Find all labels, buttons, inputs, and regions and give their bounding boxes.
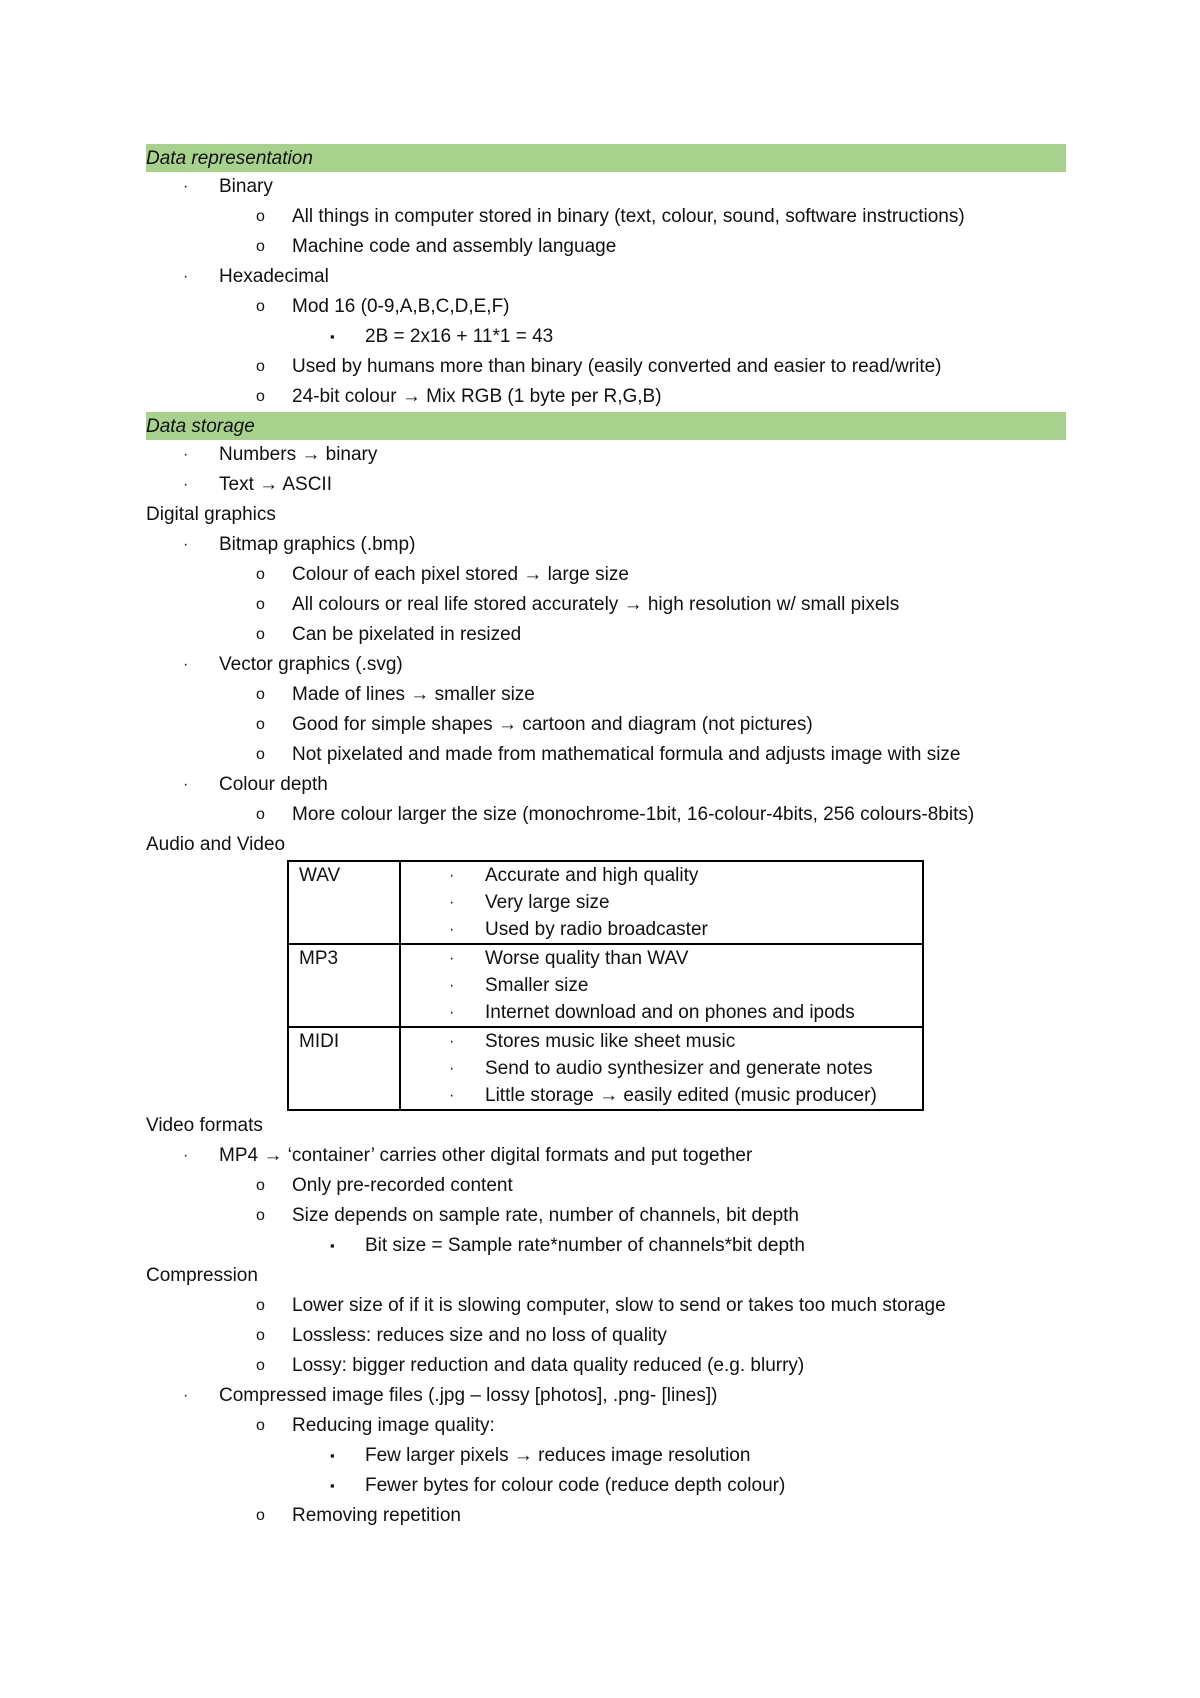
list-item (146, 530, 1066, 560)
list-item (146, 710, 1066, 740)
list-item (401, 889, 922, 916)
bullet-icon: · (449, 1004, 455, 1021)
list-item (146, 770, 1066, 800)
subsection-title: Audio and Video (146, 834, 286, 855)
bullet-icon: o (256, 1327, 265, 1344)
list-item (146, 1351, 1066, 1381)
list-item-text: Hexadecimal (219, 266, 329, 287)
list-item-text: Can be pixelated in resized (292, 624, 522, 645)
bullet-icon: · (449, 867, 455, 884)
list-item-text: Numbers → binary (219, 444, 378, 465)
list-item (401, 1028, 922, 1055)
list-item (146, 470, 1066, 500)
list-item (146, 620, 1066, 650)
list-item (146, 1291, 1066, 1321)
bullet-icon: o (256, 686, 265, 703)
list-item-text: Good for simple shapes → cartoon and diagram (not pictures) (292, 714, 813, 735)
list-item (146, 292, 1066, 322)
heading-text: Data storage (146, 416, 255, 437)
list-item (146, 1501, 1066, 1531)
list-item-text: Lower size of if it is slowing computer, slow to send or takes too much storage (292, 1295, 946, 1316)
bullet-icon: o (256, 358, 265, 375)
bullet-icon: o (256, 626, 265, 643)
bullet-icon: · (449, 894, 455, 911)
document-page (146, 144, 1066, 1531)
list-item (146, 440, 1066, 470)
audio-formats-table (287, 860, 924, 1111)
list-item-text: 2B = 2x16 + 11*1 = 43 (365, 326, 554, 347)
list-item (401, 972, 922, 999)
list-item-text: Vector graphics (.svg) (219, 654, 403, 675)
list-item (146, 650, 1066, 680)
bullet-icon: o (256, 1417, 265, 1434)
list-item (146, 1171, 1066, 1201)
list-item-text: Colour of each pixel stored → large size (292, 564, 629, 585)
list-item-text: More colour larger the size (monochrome-1bit, 16-colour-4bits, 256 colours-8bits) (292, 804, 975, 825)
bullet-icon: o (256, 566, 265, 583)
list-item-text: Only pre-recorded content (292, 1175, 513, 1196)
table-cell-points (400, 1027, 923, 1110)
list-item-text: Accurate and high quality (485, 865, 699, 886)
bullet-icon: o (256, 746, 265, 763)
list-item (146, 680, 1066, 710)
list-item-text: Worse quality than WAV (485, 948, 689, 969)
list-item (401, 999, 922, 1026)
table-row (288, 861, 923, 944)
list-item-text: Smaller size (485, 975, 589, 996)
subsection-title: Digital graphics (146, 504, 276, 525)
list-item (146, 352, 1066, 382)
bullet-icon: · (183, 178, 189, 195)
bullet-icon: · (183, 1147, 189, 1164)
list-item (146, 1411, 1066, 1441)
bullet-icon: · (449, 1060, 455, 1077)
list-item-text: Binary (219, 176, 273, 197)
list-item (401, 1055, 922, 1082)
table-row (288, 944, 923, 1027)
table-cell-format: WAV (288, 861, 400, 944)
list-item-text: Fewer bytes for colour code (reduce depth colour) (365, 1475, 786, 1496)
bullet-icon: o (256, 596, 265, 613)
list-item (146, 590, 1066, 620)
list-item (146, 232, 1066, 262)
list-item-text: MP4 → ‘container’ carries other digital formats and put together (219, 1145, 753, 1166)
list-item-text: Little storage → easily edited (music producer) (485, 1085, 877, 1106)
list-item (401, 862, 922, 889)
list-item-text: Not pixelated and made from mathematical formula and adjusts image with size (292, 744, 961, 765)
bullet-icon: ▪ (330, 329, 335, 344)
bullet-icon: · (449, 950, 455, 967)
table-cell-points (400, 944, 923, 1027)
list-item (146, 202, 1066, 232)
bullet-icon: ▪ (330, 1238, 335, 1253)
list-item-text: Made of lines → smaller size (292, 684, 535, 705)
bullet-icon: o (256, 1177, 265, 1194)
bullet-icon: o (256, 208, 265, 225)
bullet-icon: o (256, 1207, 265, 1224)
list-item-text: Compressed image files (.jpg – lossy [photos], .png- [lines]) (219, 1385, 718, 1406)
bullet-icon: · (183, 446, 189, 463)
list-item-text: Internet download and on phones and ipods (485, 1002, 855, 1023)
bullet-icon: ▪ (330, 1478, 335, 1493)
bullet-icon: ▪ (330, 1448, 335, 1463)
bullet-icon: o (256, 238, 265, 255)
bullet-icon: · (183, 656, 189, 673)
list-item-text: Machine code and assembly language (292, 236, 617, 257)
section-heading-data-representation (146, 144, 1066, 172)
section-heading-data-storage (146, 412, 1066, 440)
bullet-icon: · (449, 1033, 455, 1050)
bullet-icon: o (256, 1357, 265, 1374)
bullet-icon: · (183, 536, 189, 553)
list-item-text: Used by humans more than binary (easily converted and easier to read/write) (292, 356, 942, 377)
list-item (146, 1321, 1066, 1351)
list-item-text: Lossless: reduces size and no loss of quality (292, 1325, 667, 1346)
table-cell-format: MIDI (288, 1027, 400, 1110)
list-item-text: Bitmap graphics (.bmp) (219, 534, 416, 555)
list-item-text: Very large size (485, 892, 610, 913)
table-cell-format: MP3 (288, 944, 400, 1027)
list-item-text: Size depends on sample rate, number of channels, bit depth (292, 1205, 799, 1226)
table-cell-points (400, 861, 923, 944)
list-item-text: Mod 16 (0-9,A,B,C,D,E,F) (292, 296, 510, 317)
bullet-icon: o (256, 298, 265, 315)
heading-text: Data representation (146, 148, 313, 169)
list-item-text: Bit size = Sample rate*number of channels*bit depth (365, 1235, 805, 1256)
list-item-text: Reducing image quality: (292, 1415, 495, 1436)
bullet-icon: · (449, 921, 455, 938)
bullet-icon: · (183, 1387, 189, 1404)
list-item-text: Few larger pixels → reduces image resolution (365, 1445, 751, 1466)
list-item-text: Colour depth (219, 774, 328, 795)
bullet-icon: o (256, 1297, 265, 1314)
subsection-title: Compression (146, 1265, 258, 1286)
list-item (146, 800, 1066, 830)
bullet-icon: · (183, 268, 189, 285)
list-item (146, 1201, 1066, 1231)
list-item (146, 560, 1066, 590)
list-item (146, 740, 1066, 770)
list-item (146, 1441, 1066, 1471)
list-item (401, 1082, 922, 1109)
bullet-icon: o (256, 716, 265, 733)
list-item (401, 916, 922, 943)
list-item-text: Removing repetition (292, 1505, 461, 1526)
list-item-text: All colours or real life stored accurately → high resolution w/ small pixels (292, 594, 900, 615)
list-item-text: Text → ASCII (219, 474, 332, 495)
bullet-icon: o (256, 1507, 265, 1524)
bullet-icon: o (256, 388, 265, 405)
list-item-text: Stores music like sheet music (485, 1031, 736, 1052)
table-row (288, 1027, 923, 1110)
list-item-text: All things in computer stored in binary (text, colour, sound, software instructions) (292, 206, 965, 227)
list-item (146, 322, 1066, 352)
list-item-text: Send to audio synthesizer and generate notes (485, 1058, 873, 1079)
list-item-text: 24-bit colour → Mix RGB (1 byte per R,G,B) (292, 386, 662, 407)
bullet-icon: · (449, 1087, 455, 1104)
list-item (146, 1381, 1066, 1411)
list-item-text: Lossy: bigger reduction and data quality reduced (e.g. blurry) (292, 1355, 805, 1376)
list-item (146, 1471, 1066, 1501)
list-item-text: Used by radio broadcaster (485, 919, 708, 940)
list-item (146, 172, 1066, 202)
bullet-icon: · (183, 776, 189, 793)
bullet-icon: · (449, 977, 455, 994)
list-item (146, 1231, 1066, 1261)
bullet-icon: · (183, 476, 189, 493)
list-item (146, 382, 1066, 412)
bullet-icon: o (256, 806, 265, 823)
list-item (401, 945, 922, 972)
list-item (146, 1141, 1066, 1171)
subsection-title: Video formats (146, 1115, 263, 1136)
list-item (146, 262, 1066, 292)
